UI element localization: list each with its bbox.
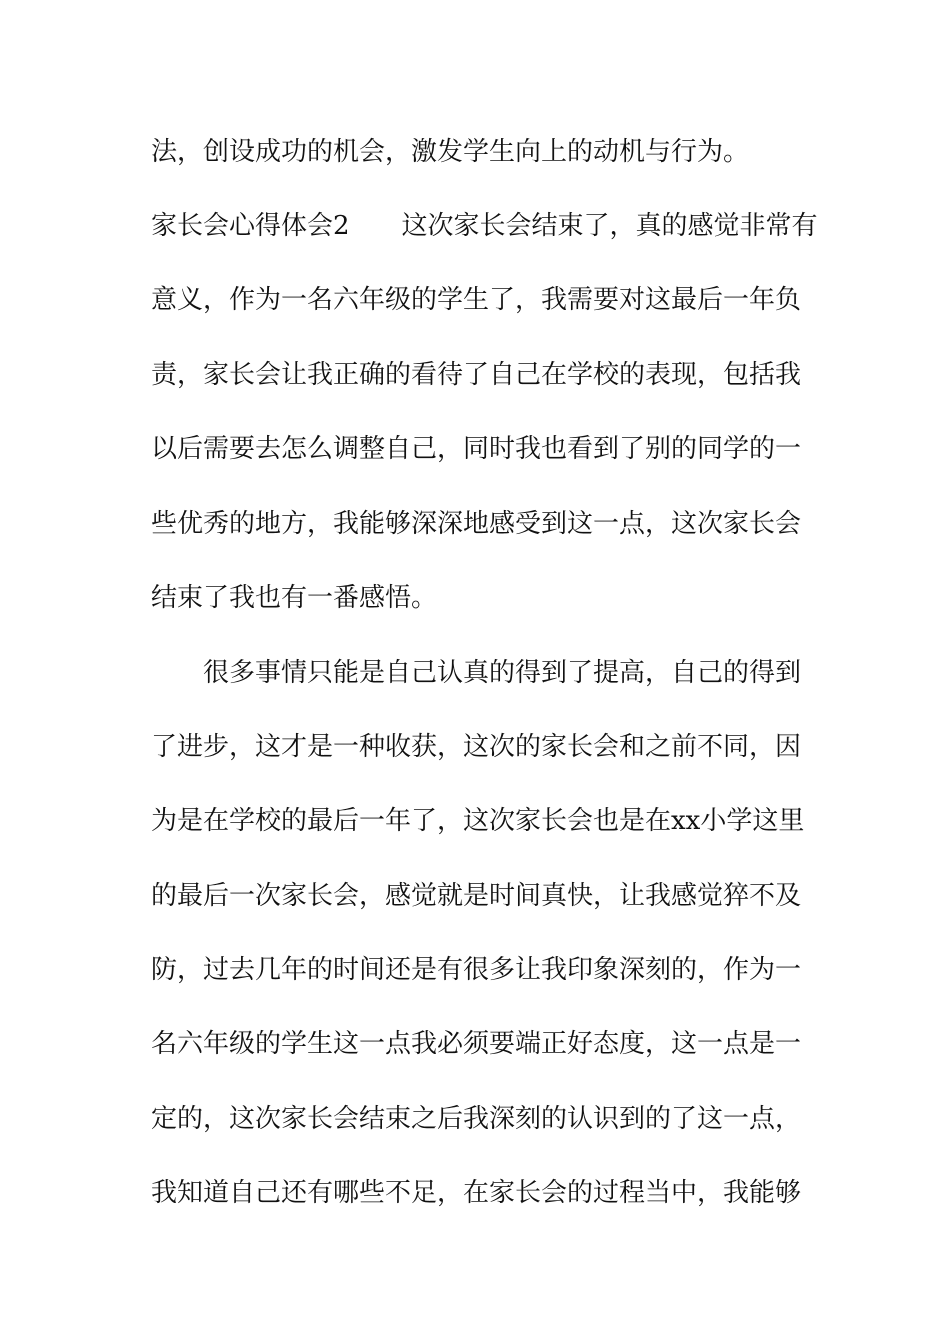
text-line-12: 防，过去几年的时间还是有很多让我印象深刻的，作为一	[151, 955, 802, 985]
text-line-3: 意义，作为一名六年级的学生了，我需要对这最后一年负	[151, 285, 802, 315]
text-line-2: 家长会心得体会2 这次家长会结束了，真的感觉非常有	[151, 211, 818, 241]
text-line-6: 些优秀的地方，我能够深深地感受到这一点，这次家长会	[151, 509, 802, 539]
text-line-11: 的最后一次家长会，感觉就是时间真快，让我感觉猝不及	[151, 881, 802, 911]
text-line-8: 很多事情只能是自己认真的得到了提高，自己的得到	[151, 658, 802, 688]
text-line-15: 我知道自己还有哪些不足，在家长会的过程当中，我能够	[151, 1178, 802, 1208]
text-line-1: 法，创设成功的机会，激发学生向上的动机与行为。	[151, 137, 750, 167]
text-line-5: 以后需要去怎么调整自己，同时我也看到了别的同学的一	[151, 434, 802, 464]
text-line-9: 了进步，这才是一种收获，这次的家长会和之前不同，因	[151, 732, 802, 762]
text-line-4: 责，家长会让我正确的看待了自己在学校的表现，包括我	[151, 360, 802, 390]
text-line-14: 定的，这次家长会结束之后我深刻的认识到的了这一点，	[151, 1104, 802, 1134]
text-line-10: 为是在学校的最后一年了，这次家长会也是在xx小学这里	[151, 806, 805, 836]
text-line-7: 结束了我也有一番感悟。	[151, 583, 438, 613]
text-line-13: 名六年级的学生这一点我必须要端正好态度，这一点是一	[151, 1029, 802, 1059]
